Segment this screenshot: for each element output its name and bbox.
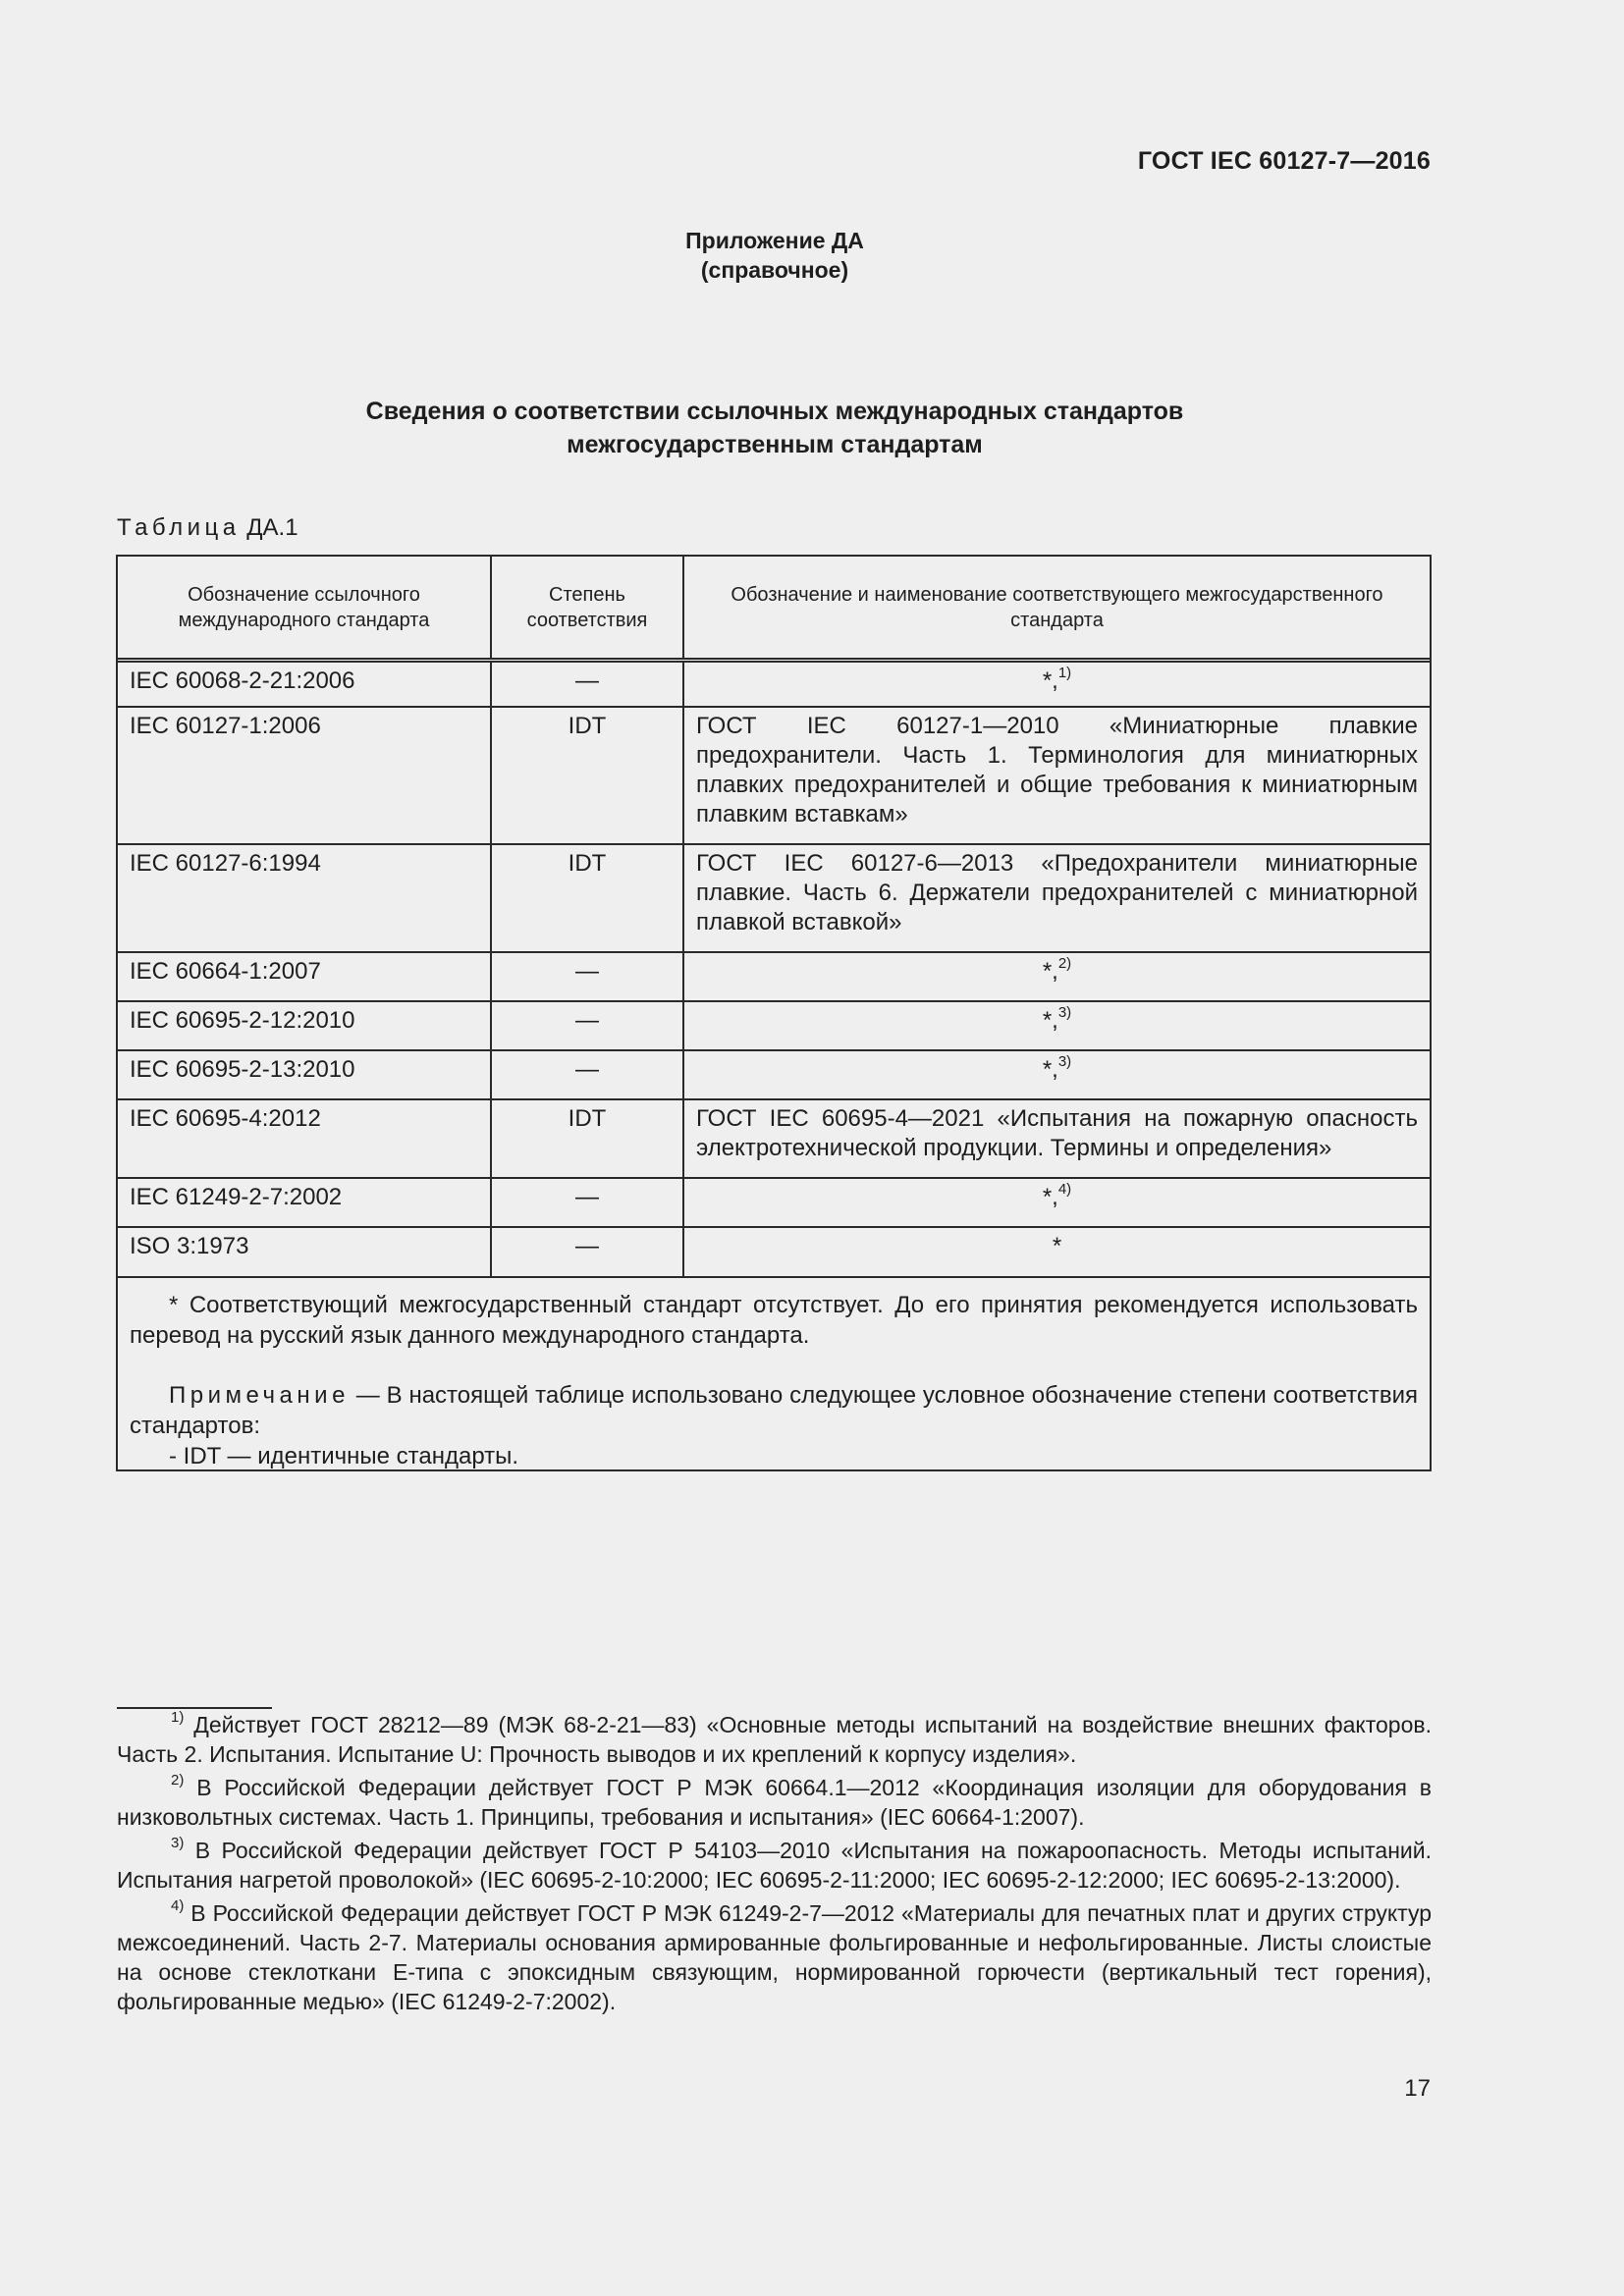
table-row — [118, 1099, 1430, 1178]
header-interstate-standard: Обозначение и наименование соответствующего межгосударственного стандарта — [683, 557, 1430, 661]
footnote-mark: 1) — [171, 1709, 185, 1727]
table-caption — [117, 514, 298, 542]
footnote-mark: 1) — [1057, 665, 1072, 681]
asterisk-note: * Соответствующий межгосударственный стандарт отсутствует. До его принятия рекомендуется использовать перевод на русский язык данного международного стандарта. — [130, 1291, 1418, 1349]
cell-ref — [683, 952, 1430, 1001]
footnote-text: В Российской Федерации действует ГОСТ Р 54103—2010 «Испытания на пожароопасность. Методы испытаний. Испытания нагретой проволокой» (IEC 60695-2-10:2000; IEC 60695-2-11:2000; IEC 60695-2-12:2000; IEC 60695-2-13:2000). — [117, 1838, 1432, 1893]
table-row — [118, 1227, 1430, 1276]
appendix-type: (справочное) — [700, 257, 849, 283]
table-row — [118, 1050, 1430, 1099]
footnote-mark: 3) — [171, 1835, 185, 1852]
cell-ref: ГОСТ IEC 60127-1—2010 «Миниатюрные плавкие предохранители. Часть 1. Терминология для миниатюрных плавких предохранителей и общие требования к миниатюрным плавким вставкам» — [683, 707, 1430, 844]
table-row — [118, 707, 1430, 844]
note-label: Примечание — [169, 1381, 350, 1409]
cell-ref: ГОСТ IEC 60127-6—2013 «Предохранители миниатюрные плавкие. Часть 6. Держатели предохранителей с миниатюрной плавкой вставкой» — [683, 844, 1430, 952]
footnote-mark: 3) — [1057, 1003, 1072, 1021]
document-number: ГОСТ IEC 60127-7—2016 — [1137, 147, 1431, 175]
cell-degree: — — [491, 952, 683, 1001]
footnote — [117, 1710, 1432, 1769]
appendix-heading — [0, 226, 1549, 285]
cell-intl: IEC 61249-2-7:2002 — [118, 1178, 491, 1227]
cell-intl: IEC 60695-4:2012 — [118, 1099, 491, 1178]
table-caption-number: ДА.1 — [246, 514, 298, 541]
cell-intl: ISO 3:1973 — [118, 1227, 491, 1276]
footnotes — [117, 1710, 1432, 2020]
footnote-mark: 4) — [171, 1897, 185, 1915]
cell-intl: IEC 60068-2-21:2006 — [118, 661, 491, 707]
note-text: — В настоящей таблице использовано следующее условное обозначение степени соответствия стандартов: — [130, 1381, 1418, 1439]
table-row — [118, 844, 1430, 952]
table-row — [118, 1178, 1430, 1227]
cell-ref: ГОСТ IEC 60695-4—2021 «Испытания на пожарную опасность электротехнической продукции. Термины и определения» — [683, 1099, 1430, 1178]
header-degree: Степень соответствия — [491, 557, 683, 661]
standards-table — [116, 555, 1432, 1471]
footnote-text: В Российской Федерации действует ГОСТ Р МЭК 61249-2-7—2012 «Материалы для печатных плат и других структур межсоединений. Часть 2-7. Материалы основания армированные фольгированные и нефольгированные. Листы слоистые на основе стеклоткани Е-типа с эпоксидным связующим, нормированной горючести (вертикальный тест горения), фольгированные медью» (IEC 61249-2-7:2002). — [117, 1900, 1432, 2014]
note-list-item: - IDT — идентичные стандарты. — [169, 1442, 519, 1469]
table-caption-word: Таблица — [117, 514, 241, 541]
cell-ref — [683, 1227, 1430, 1276]
cell-ref — [683, 1178, 1430, 1227]
cell-degree: — — [491, 661, 683, 707]
ref-text: *, — [1042, 667, 1058, 694]
cell-ref — [683, 1001, 1430, 1050]
section-title-line1: Сведения о соответствии ссылочных международных стандартов — [365, 398, 1184, 425]
table-row — [118, 661, 1430, 707]
table-header-row — [118, 557, 1430, 661]
cell-intl: IEC 60664-1:2007 — [118, 952, 491, 1001]
footnote — [117, 1836, 1432, 1895]
cell-ref — [683, 661, 1430, 707]
cell-intl: IEC 60127-1:2006 — [118, 707, 491, 844]
footnote-mark: 2) — [1057, 954, 1072, 972]
footnote-text: Действует ГОСТ 28212—89 (МЭК 68-2-21—83) «Основные методы испытаний на воздействие внешних факторов. Часть 2. Испытания. Испытание U: Прочность выводов и их креплений к корпусу изделия». — [117, 1712, 1432, 1767]
cell-ref — [683, 1050, 1430, 1099]
table-notes — [118, 1276, 1430, 1471]
appendix-title: Приложение ДА — [685, 228, 864, 253]
cell-degree: — — [491, 1050, 683, 1099]
cell-degree: IDT — [491, 844, 683, 952]
cell-degree: — — [491, 1227, 683, 1276]
ref-text: *, — [1042, 957, 1058, 985]
footnote-text: В Российской Федерации действует ГОСТ Р МЭК 60664.1—2012 «Координация изоляции для оборудования в низковольтных системах. Часть 1. Принципы, требования и испытания» (IEC 60664-1:2007). — [117, 1775, 1432, 1830]
cell-degree: IDT — [491, 707, 683, 844]
section-title — [0, 395, 1549, 461]
ref-text: *, — [1042, 1055, 1058, 1083]
footnote — [117, 1898, 1432, 2016]
footnote — [117, 1773, 1432, 1832]
cell-degree: — — [491, 1001, 683, 1050]
footnote-mark: 3) — [1057, 1052, 1072, 1070]
footnote-mark: 2) — [171, 1772, 185, 1789]
cell-degree: IDT — [491, 1099, 683, 1178]
section-title-line2: межгосударственным стандартам — [567, 431, 983, 458]
cell-intl: IEC 60695-2-13:2010 — [118, 1050, 491, 1099]
cell-intl: IEC 60127-6:1994 — [118, 844, 491, 952]
ref-text: *, — [1042, 1006, 1058, 1034]
ref-text: * — [1052, 1232, 1062, 1259]
cell-intl: IEC 60695-2-12:2010 — [118, 1001, 491, 1050]
page-number: 17 — [1404, 2075, 1431, 2102]
cell-degree: — — [491, 1178, 683, 1227]
header-intl-standard: Обозначение ссылочного международного стандарта — [118, 557, 491, 661]
table-row — [118, 1001, 1430, 1050]
table-row — [118, 952, 1430, 1001]
footnote-separator — [117, 1707, 272, 1709]
footnote-mark: 4) — [1057, 1180, 1072, 1198]
table-note — [130, 1380, 1418, 1441]
ref-text: *, — [1042, 1183, 1058, 1210]
